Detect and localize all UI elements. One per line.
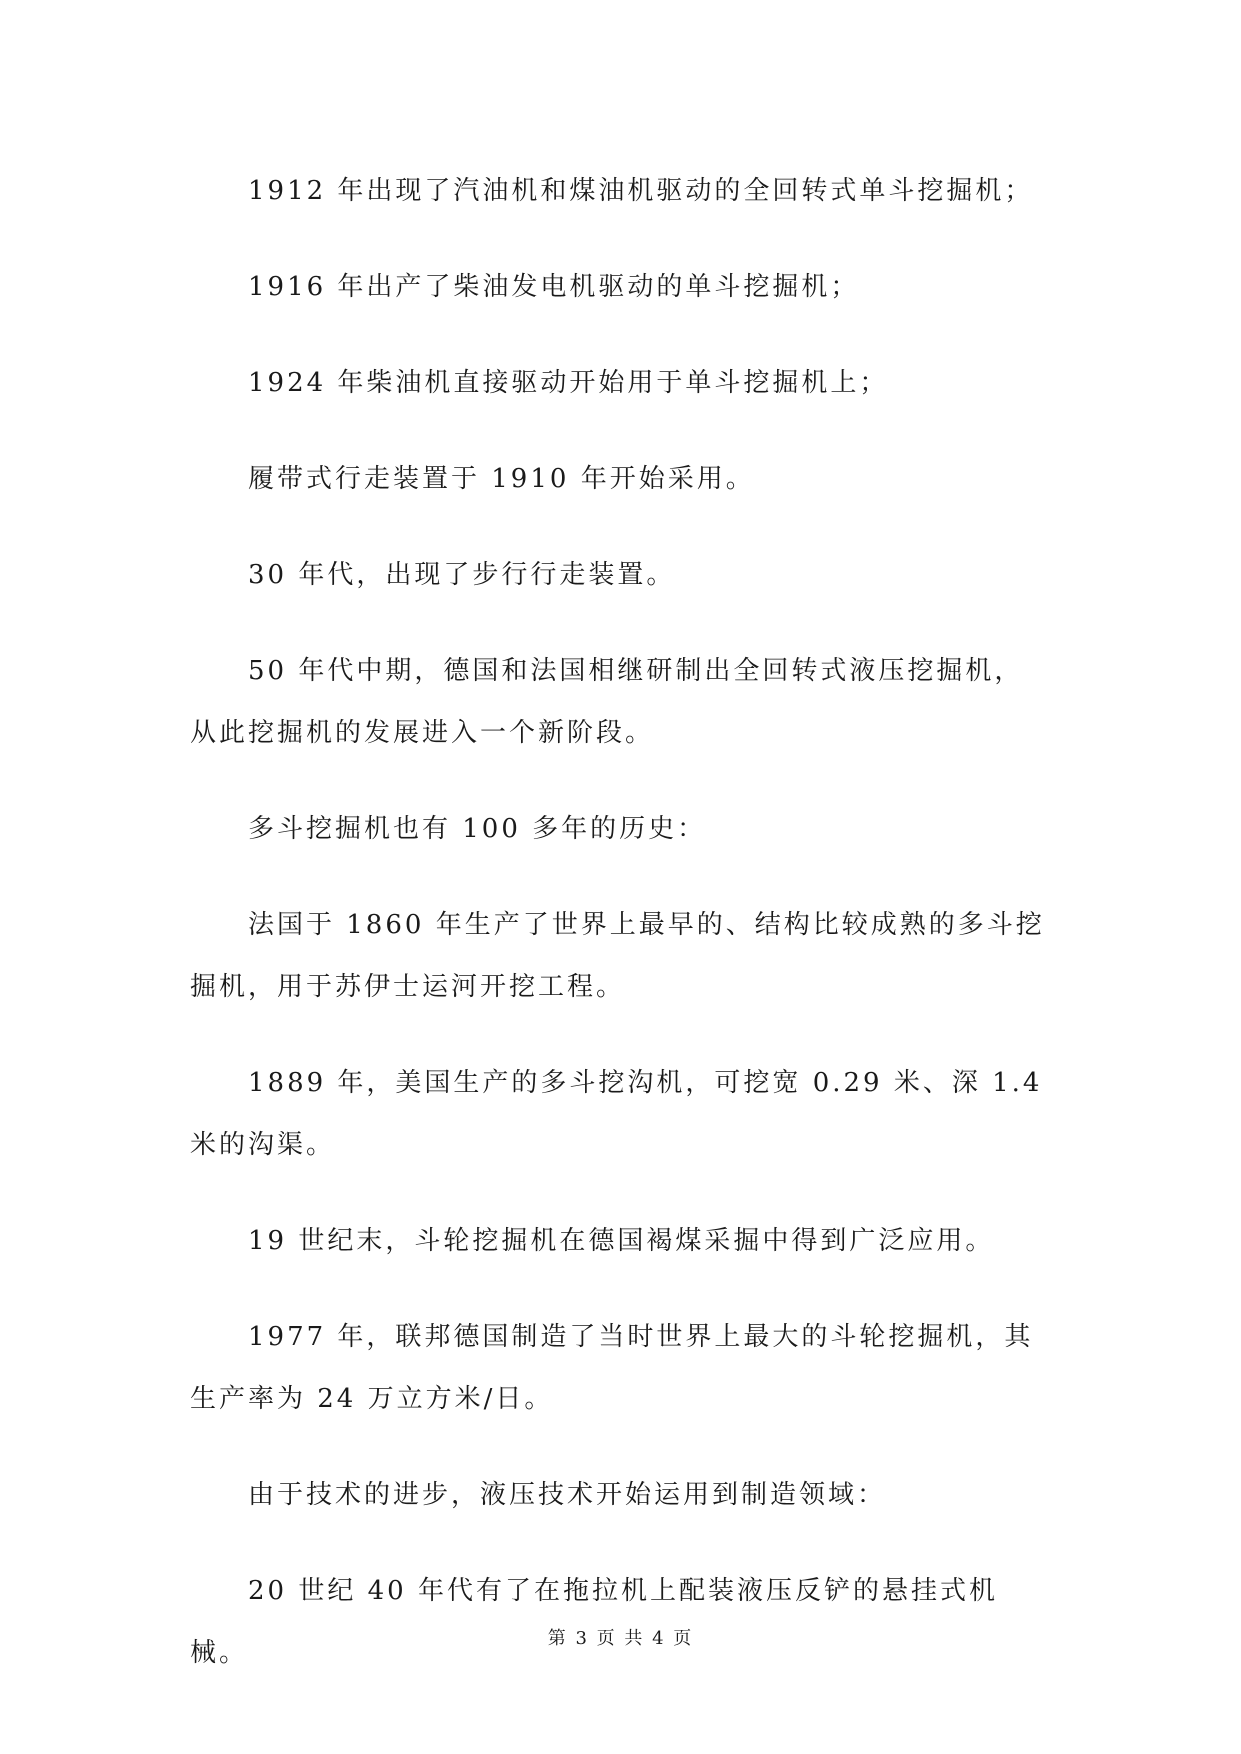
paragraph: 20 世纪 40 年代有了在拖拉机上配装液压反铲的悬挂式机械。: [190, 1576, 998, 1668]
paragraph: 由于技术的进步，液压技术开始运用到制造领域：: [248, 1480, 887, 1510]
paragraph: 19 世纪末，斗轮挖掘机在德国褐煤采掘中得到广泛应用。: [248, 1226, 995, 1256]
document-body: [190, 160, 1050, 1718]
paragraph: 30 年代，出现了步行行走装置。: [248, 560, 676, 590]
paragraph: 履带式行走装置于 1910 年开始采用。: [248, 464, 755, 494]
paragraph: 1924 年柴油机直接驱动开始用于单斗挖掘机上；: [248, 368, 889, 398]
paragraph: 1977 年，联邦德国制造了当时世界上最大的斗轮挖掘机，其生产率为 24 万立方米/日。: [190, 1322, 1034, 1414]
page-number-footer: 第 3 页 共 4 页: [547, 1628, 694, 1649]
paragraph: 法国于 1860 年生产了世界上最早的、结构比较成熟的多斗挖掘机，用于苏伊士运河开挖工程。: [190, 910, 1045, 1002]
paragraph: 50 年代中期，德国和法国相继研制出全回转式液压挖掘机，从此挖掘机的发展进入一个新阶段。: [190, 656, 1024, 748]
paragraph: 1889 年，美国生产的多斗挖沟机，可挖宽 0.29 米、深 1.4 米的沟渠。: [190, 1068, 1043, 1160]
paragraph: 1912 年出现了汽油机和煤油机驱动的全回转式单斗挖掘机；: [248, 176, 1034, 206]
paragraph: 1916 年出产了柴油发电机驱动的单斗挖掘机；: [248, 272, 860, 302]
paragraph: 多斗挖掘机也有 100 多年的历史：: [248, 814, 707, 844]
